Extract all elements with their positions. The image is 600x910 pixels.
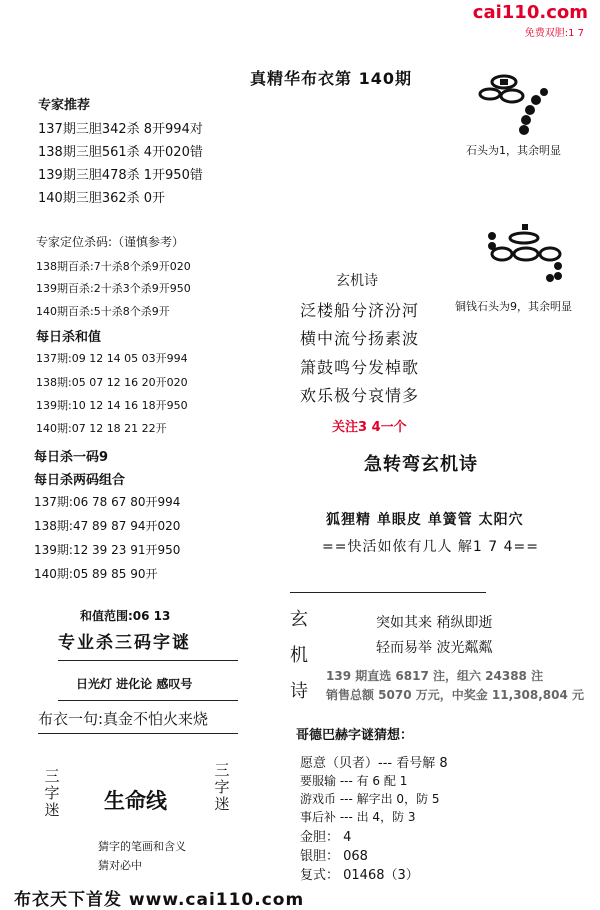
poem-line: 箫鼓鸣兮发棹歌	[300, 358, 420, 377]
site-domain: cai110.com	[472, 2, 588, 23]
turn-answer: ==快活如侬有几人 解1 7 4==	[322, 539, 539, 555]
xuanji-big-line: 轻而易举 波光粼粼	[376, 640, 493, 656]
expert-line: 139期三胆478杀 1开950错	[38, 168, 203, 183]
three-char-left: 三字迷	[44, 767, 60, 819]
footer-text: 布衣天下首发 www.cai110.com	[14, 890, 305, 910]
godbach-line: 事后补 --- 出 4，防 3	[300, 810, 416, 824]
turn-words: 狐狸精 单眼皮 单簧管 太阳穴	[326, 512, 524, 528]
turn-title: 急转弯玄机诗	[364, 454, 478, 475]
daily-sum-label: 每日杀和值	[36, 330, 102, 345]
stats-line: 销售总额 5070 万元，中奖金 11,308,804 元	[326, 688, 585, 702]
daily-sum-line: 138期:05 07 12 16 20开020	[36, 376, 188, 389]
daily-two-line: 139期:12 39 23 91开950	[34, 543, 181, 557]
position-kill-label: 专家定位杀码:（谨慎参考）	[36, 235, 185, 249]
poem-line: 欢乐极兮哀情多	[300, 386, 420, 405]
expert-label: 专家推荐	[38, 98, 91, 113]
godbach-line: 要服输 --- 有 6 配 1	[300, 774, 408, 788]
expert-line: 138期三胆561杀 4开020错	[38, 145, 203, 160]
godbach-line: 金胆： 4	[300, 830, 352, 845]
daily-two-line: 140期:05 89 85 90开	[34, 567, 158, 581]
divider	[58, 660, 238, 661]
daily-one-label: 每日杀一码9	[34, 450, 109, 465]
xuanji-small-label: 玄机诗	[336, 273, 378, 289]
xuanji-big-line: 突如其来 稍纵即逝	[376, 615, 493, 631]
divider	[290, 592, 486, 593]
guess-hint: 猜字的笔画和含义	[98, 840, 186, 853]
three-char-right: 三字迷	[214, 761, 230, 813]
page-title: 真精华布衣第 140期	[250, 69, 412, 88]
focus-note: 关注3 4一个	[332, 420, 407, 435]
godbach-line: 游戏币 --- 解字出 0，防 5	[300, 792, 440, 806]
xuanji-vertical: 玄机诗	[290, 609, 308, 702]
daily-sum-line: 137期:09 12 14 05 03开994	[36, 352, 188, 365]
caption-mid: 铜钱石头为9，其余明显	[455, 300, 572, 313]
site-subtitle: 免费双胆:1 7	[524, 28, 584, 39]
pro-kill-title: 专业杀三码字谜	[58, 633, 191, 653]
three-char-center: 生命线	[104, 789, 167, 813]
poem-line: 泛楼船兮济汾河	[300, 301, 420, 320]
daily-sum-line: 140期:07 12 18 21 22开	[36, 422, 167, 435]
godbach-line: 愿意（贝者）--- 看号解 8	[300, 756, 448, 771]
buyi-line: 布衣一句:真金不怕火来烧	[38, 710, 209, 728]
guess-hint: 猜对必中	[98, 859, 142, 872]
stats-line: 139 期直选 6817 注，组六 24388 注	[326, 669, 544, 683]
divider	[58, 700, 238, 701]
daily-two-label: 每日杀两码组合	[34, 473, 126, 488]
daily-sum-line: 139期:10 12 14 16 18开950	[36, 399, 188, 412]
riddle-words: 日光灯 进化论 感叹号	[76, 677, 193, 691]
godbach-line: 复式： 01468（3）	[300, 868, 419, 883]
sum-range: 和值范围:06 13	[80, 609, 171, 623]
expert-line: 140期三胆362杀 0开	[38, 191, 166, 206]
godbach-label: 哥德巴赫字谜猜想：	[296, 728, 414, 743]
divider	[38, 733, 238, 734]
position-kill-line: 140期百杀:5十杀8个杀9开	[36, 305, 170, 318]
coins-stone-picture	[476, 72, 568, 142]
expert-line: 137期三胆342杀 8开994对	[38, 122, 203, 137]
coins-stones-picture-2	[484, 222, 580, 286]
daily-two-line: 137期:06 78 67 80开994	[34, 495, 181, 509]
poem-line: 横中流兮扬素波	[300, 329, 420, 348]
godbach-line: 银胆： 068	[300, 849, 368, 864]
caption-top: 石头为1，其余明显	[466, 144, 561, 157]
position-kill-line: 138期百杀:7十杀8个杀9开020	[36, 260, 191, 273]
daily-two-line: 138期:47 89 87 94开020	[34, 519, 181, 533]
position-kill-line: 139期百杀:2十杀3个杀9开950	[36, 282, 191, 295]
